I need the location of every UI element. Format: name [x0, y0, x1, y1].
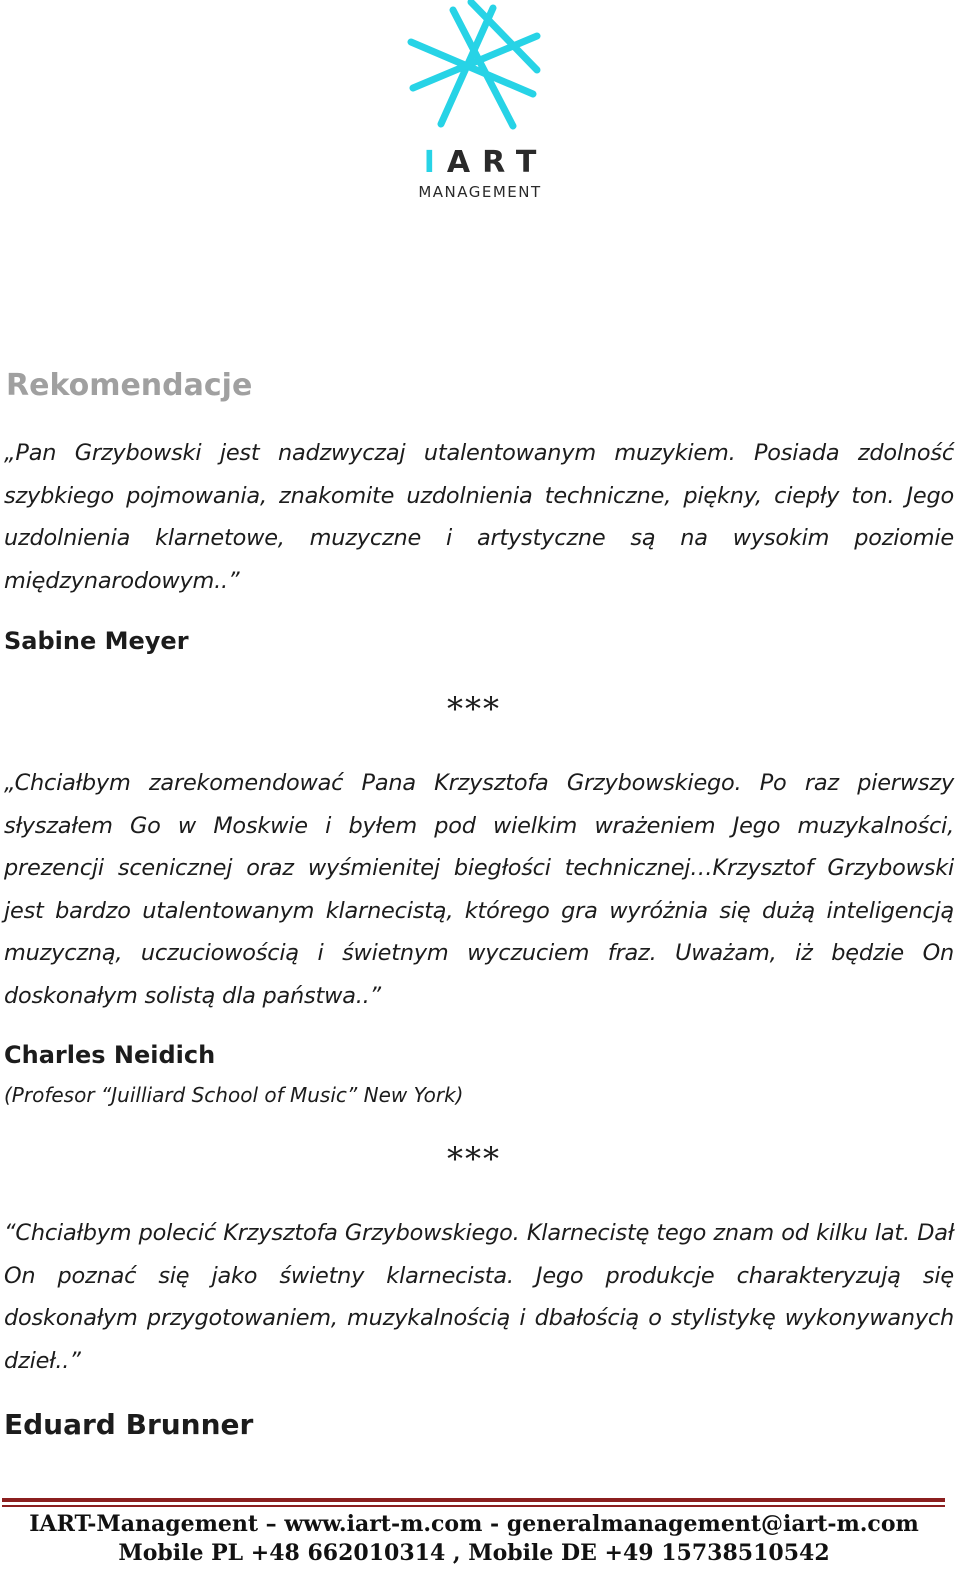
iart-logo — [405, 0, 555, 206]
logo-letters-art: ART — [446, 145, 549, 180]
author-affiliation: (Profesor “Juilliard School of Music” New York) — [4, 1083, 464, 1107]
footer-divider — [2, 1498, 945, 1502]
logo-tagline: MANAGEMENT — [418, 183, 542, 201]
logo-wordmark — [405, 145, 561, 180]
section-separator: *** — [447, 1140, 501, 1178]
footer-contact: IART-Management – www.iart-m.com - generalmanagement@iart-m.com — [29, 1511, 919, 1537]
star-burst-icon — [405, 0, 555, 140]
quote-author: Eduard Brunner — [4, 1408, 254, 1441]
quote-text: „Pan Grzybowski jest nadzwyczaj utalentowanym muzykiem. Posiada zdolność szybkiego pojmowania, znakomite uzdolnienia techniczne, piękny, ciepły ton. Jego uzdolnienia klarnetowe, muzyczne i artystyczne są na wysokim poziomie międzynarodowym..” — [4, 440, 954, 594]
quote-author: Sabine Meyer — [4, 627, 189, 655]
section-separator: *** — [447, 690, 501, 728]
logo-letter-i: I — [423, 145, 447, 180]
quote-text: “Chciałbym polecić Krzysztofa Grzybowskiego. Klarnecistę tego znam od kilku lat. Dał On poznać się jako świetny klarnecista. Jego produkcje charakteryzują się doskonałym przygotowaniem, muzykalnością i dbałością o stylistykę wykonywanych dzieł..” — [4, 1220, 954, 1374]
quote-text: „Chciałbym zarekomendować Pana Krzysztofa Grzybowskiego. Po raz pierwszy słyszałem Go w Moskwie i byłem pod wielkim wrażeniem Jego muzykalności, prezencji scenicznej oraz wyśmienitej biegłości technicznej…Krzysztof Grzybowski jest bardzo utalentowanym klarnecistą, którego gra wyróżnia się dużą inteligencją muzyczną, uczuciowością i świetnym wyczuciem fraz. Uważam, iż będzie On doskonałym solistą dla państwa..” — [4, 770, 954, 1009]
quote-author: Charles Neidich — [4, 1041, 216, 1069]
page-title: Rekomendacje — [6, 368, 253, 403]
footer-divider — [2, 1505, 945, 1507]
footer-phones: Mobile PL +48 662010314 , Mobile DE +49 15738510542 — [118, 1540, 830, 1566]
